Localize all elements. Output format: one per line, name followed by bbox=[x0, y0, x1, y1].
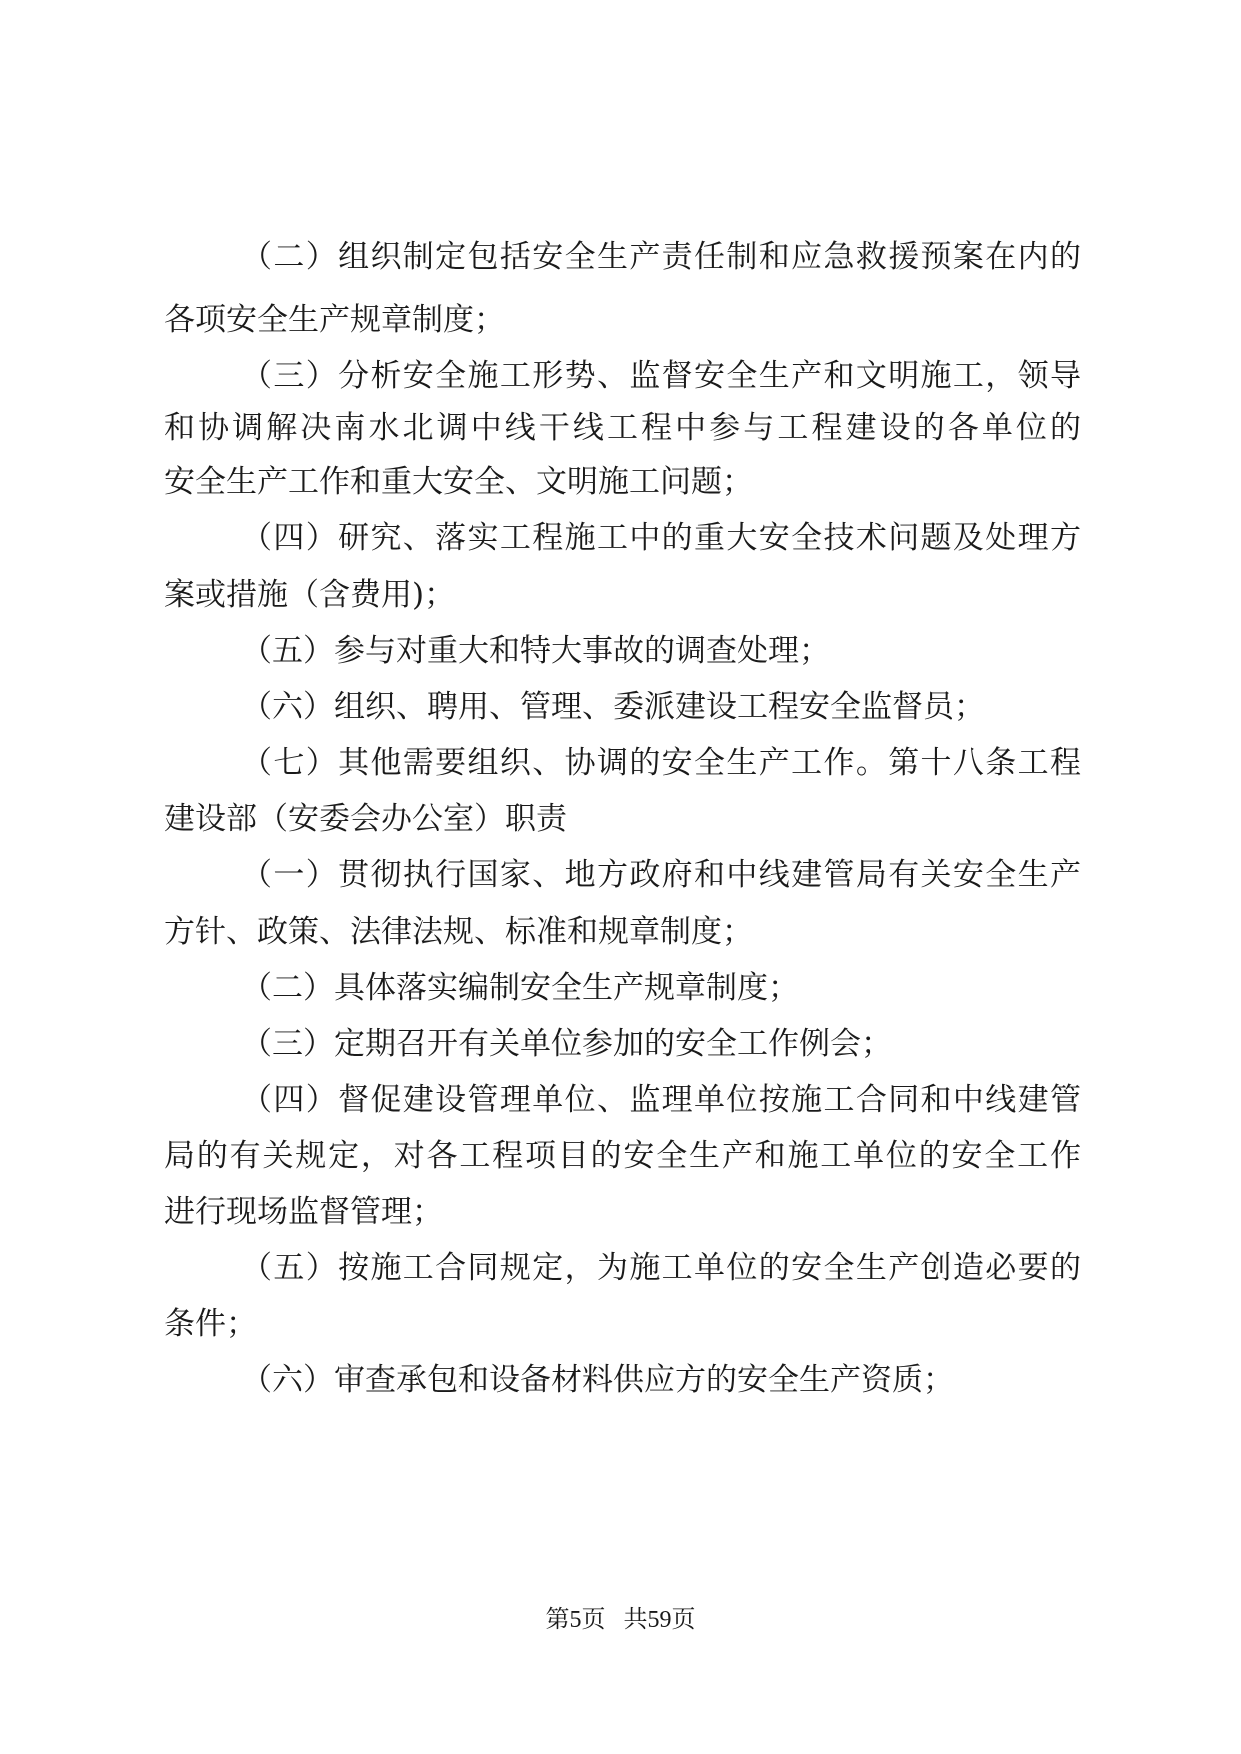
paragraph-line: （七）其他需要组织、协调的安全生产工作。第十八条工程 bbox=[241, 745, 1081, 781]
total-pages-label: 共59页 bbox=[623, 1607, 696, 1633]
paragraph-line: （四）研究、落实工程施工中的重大安全技术问题及处理方 bbox=[241, 520, 1081, 556]
paragraph-line: （三）分析安全施工形势、监督安全生产和文明施工，领导 bbox=[241, 358, 1081, 394]
paragraph-line: 案或措施（含费用)； bbox=[164, 577, 456, 613]
paragraph-line: 安全生产工作和重大安全、文明施工问题； bbox=[164, 464, 753, 500]
paragraph-line: （二）组织制定包括安全生产责任制和应急救援预案在内的 bbox=[241, 239, 1081, 275]
paragraph-line: （六）审查承包和设备材料供应方的安全生产资质； bbox=[241, 1362, 954, 1398]
paragraph-line: 各项安全生产规章制度； bbox=[164, 302, 505, 338]
paragraph-line: （三）定期召开有关单位参加的安全工作例会； bbox=[241, 1026, 892, 1062]
paragraph-line: 方针、政策、法律法规、标准和规章制度； bbox=[164, 914, 753, 950]
footer-gap bbox=[612, 1607, 618, 1633]
paragraph-line: 和协调解决南水北调中线干线工程中参与工程建设的各单位的 bbox=[164, 410, 1081, 446]
paragraph-line: （五）参与对重大和特大事故的调查处理； bbox=[241, 633, 830, 669]
paragraph-line: （二）具体落实编制安全生产规章制度； bbox=[241, 970, 799, 1006]
paragraph-line: （六）组织、聘用、管理、委派建设工程安全监督员； bbox=[241, 689, 985, 725]
paragraph-line: 建设部（安委会办公室）职责 bbox=[164, 801, 567, 837]
current-page-label: 第5页 bbox=[545, 1607, 606, 1633]
paragraph-line: 进行现场监督管理； bbox=[164, 1194, 443, 1230]
page-footer bbox=[0, 1605, 1241, 1635]
paragraph-line: （五）按施工合同规定，为施工单位的安全生产创造必要的 bbox=[241, 1250, 1081, 1286]
paragraph-line: （四）督促建设管理单位、监理单位按施工合同和中线建管 bbox=[241, 1082, 1081, 1118]
paragraph-line: 条件； bbox=[164, 1306, 257, 1342]
paragraph-line: （一）贯彻执行国家、地方政府和中线建管局有关安全生产 bbox=[241, 857, 1081, 893]
paragraph-line: 局的有关规定，对各工程项目的安全生产和施工单位的安全工作 bbox=[164, 1138, 1081, 1174]
